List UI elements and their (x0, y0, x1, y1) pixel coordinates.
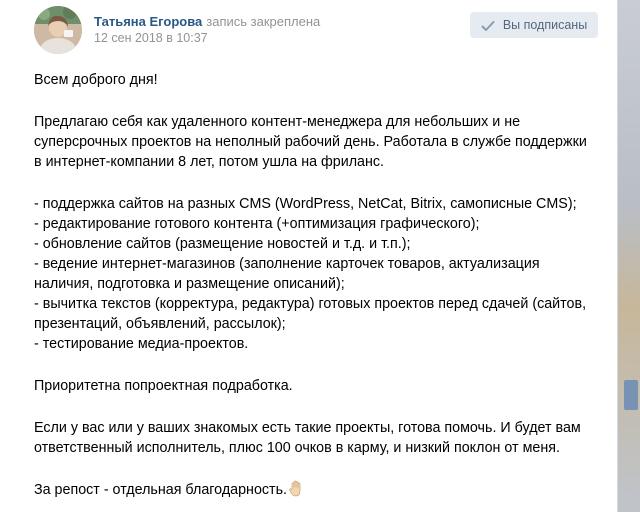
post-closing-line (34, 480, 594, 503)
raised-hand-emoji-icon (288, 480, 304, 503)
subscribed-label: Вы подписаны (502, 18, 588, 32)
post-intro: Предлагаю себя как удаленного контент-менеджера для небольших и не суперсрочных проектов на неполный рабочий день. Работала в службе поддержки в интернет-компании 8 лет, потом ушла на фриланс. (34, 114, 587, 170)
services-list (34, 194, 594, 354)
list-item: - поддержка сайтов на разных CMS (WordPress, NetCat, Bitrix, самописные CMS); (34, 196, 577, 212)
post-offer: Если у вас или у ваших знакомых есть такие проекты, готова помочь. И будет вам ответственный исполнитель, плюс 100 очков в карму, и низкий поклон от меня. (34, 420, 581, 456)
list-item: - редактирование готового контента (+оптимизация графического); (34, 216, 480, 232)
post-greeting: Всем доброго дня! (34, 72, 158, 88)
avatar-image (34, 6, 82, 54)
avatar[interactable] (34, 6, 82, 54)
list-item: - вычитка текстов (корректура, редактура) готовых проектов перед сдачей (сайтов, презентаций, объявлений, рассылок); (34, 296, 587, 332)
check-icon (481, 19, 495, 31)
post-closing: За репост - отдельная благодарность. (34, 482, 288, 498)
background-strip (618, 0, 640, 512)
post-text (34, 70, 594, 512)
list-item: - ведение интернет-магазинов (заполнение карточек товаров, актуализация наличия, подготовка и размещение описаний); (34, 256, 540, 292)
post-header (0, 0, 618, 62)
post-priority: Приоритетна попроектная подработка. (34, 378, 293, 394)
author-name-link[interactable]: Татьяна Егорова (94, 14, 203, 29)
author-line (94, 14, 320, 30)
background-peek (624, 380, 638, 410)
post-date-link[interactable]: 12 сен 2018 в 10:37 (94, 31, 208, 45)
post-action-text: запись закреплена (206, 14, 321, 29)
subscribed-button[interactable] (470, 12, 598, 38)
list-item: - тестирование медиа-проектов. (34, 336, 249, 352)
list-item: - обновление сайтов (размещение новостей и т.д. и т.п.); (34, 236, 411, 252)
